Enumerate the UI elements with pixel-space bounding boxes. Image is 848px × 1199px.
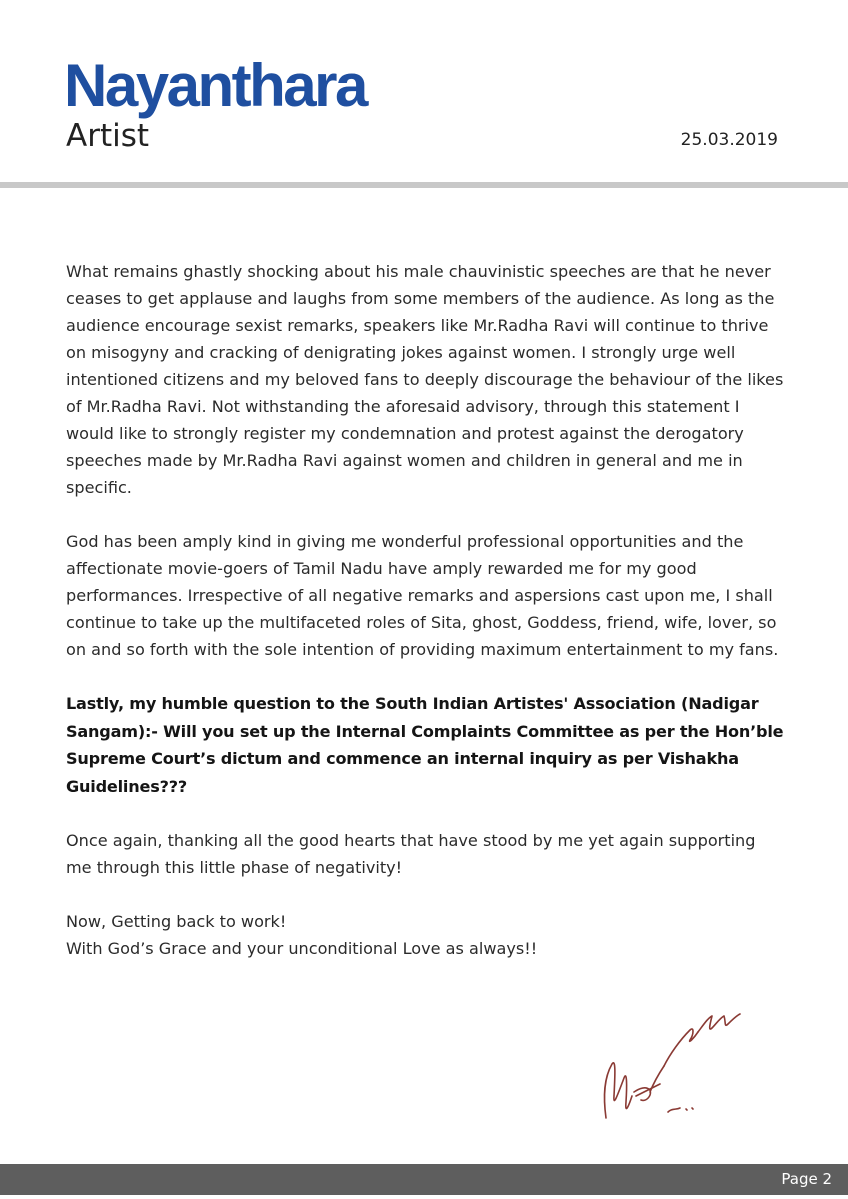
paragraph-gratitude: God has been amply kind in giving me wonderful professional opportunities and the affectionate movie-goers of Tamil Nadu have amply rewarded me for my good performances. Irrespective of all negative remarks and aspersions cast upon me, I shall continue to take up the multifaceted roles of Sita, ghost, Goddess, friend, wife, lover, so on and so forth with the sole intention of providing maximum entertainment to my fans.	[66, 532, 779, 659]
page-number: Page 2	[781, 1170, 832, 1188]
paragraph-condemnation: What remains ghastly shocking about his male chauvinistic speeches are that he never ceases to get applause and laughs from some members of the audience. As long as the audience encourage sexist remarks, speakers like Mr.Radha Ravi will continue to thrive on misogyny and cracking of denigrating jokes against women. I strongly urge well intentioned citizens and my beloved fans to deeply discourage the behaviour of the likes of Mr.Radha Ravi. Not withstanding the aforesaid advisory, through this statement I would like to strongly register my condemnation and protest against the derogatory speeches made by Mr.Radha Ravi against women and children in general and me in specific.	[66, 262, 784, 497]
statement-date: 25.03.2019	[680, 130, 778, 150]
paragraph-thanks: Once again, thanking all the good hearts that have stood by me yet again supporting me through this little phase of negativity!	[66, 831, 756, 877]
handwritten-signature	[594, 996, 754, 1126]
statement-body	[66, 258, 786, 962]
paragraph-closing: Now, Getting back to work! With God’s Grace and your unconditional Love as always!!	[66, 912, 538, 958]
artist-name-heading: Nayanthara	[64, 52, 366, 119]
signature-strokes	[604, 1014, 740, 1118]
paragraph-question-to-association: Lastly, my humble question to the South Indian Artistes' Association (Nadigar Sangam):- Will you set up the Internal Complaints Committee as per the Hon’ble Supreme Court’s dictum and commence an internal inquiry as per Vishakha Guidelines???	[66, 694, 784, 796]
header-divider	[0, 182, 848, 188]
artist-role-subtitle: Artist	[66, 118, 150, 154]
footer-bar	[0, 1164, 848, 1195]
